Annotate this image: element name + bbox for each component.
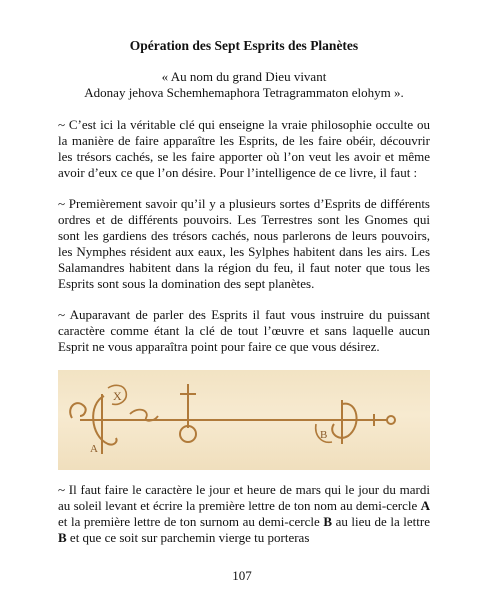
character-drawing [58, 370, 430, 470]
page-content [58, 38, 430, 546]
paragraph-2: ~ Premièrement savoir qu’il y a plusieurs sortes d’Esprits de différents ordres et de différents pouvoirs. Les Terrestres sont les Gnomes qui sont les gardiens des trésors cachés, nous parlerons de leurs pouvoirs, les Nymphes résident aux eaux, les Sylphes habitent dans les airs. Les Salamandres habitent dans la région du feu, il faut noter que tous les Esprits sont sous la domination des sept planètes. [58, 196, 430, 291]
paragraph-4-part-3: au lieu de la lettre [332, 514, 431, 529]
page-number: 107 [232, 568, 252, 583]
label-b: B [320, 429, 328, 441]
paragraph-4-part-2: et la première lettre de ton surnom au demi-cercle [58, 514, 324, 529]
letter-b-bold-2: B [58, 530, 67, 545]
label-a: A [90, 443, 98, 455]
page-title: Opération des Sept Esprits des Planètes [129, 38, 359, 53]
paragraph-4-part-4: et que ce soit sur parchemin vierge tu porteras [66, 530, 310, 545]
invocation-line-2: Adonay jehova Schemhemaphora Tetragrammaton elohym ». [84, 85, 404, 100]
invocation-line-1: « Au nom du grand Dieu vivant [161, 69, 327, 84]
left-hook-stroke [70, 403, 85, 418]
invocation [58, 69, 430, 101]
letter-a-bold: A [420, 498, 430, 513]
right-end-circle [387, 416, 395, 424]
character-figure [58, 370, 430, 470]
letter-b-bold: B [323, 514, 333, 529]
paragraph-4 [58, 482, 430, 546]
paragraph-3: ~ Auparavant de parler des Esprits il faut vous instruire du puissant caractère comme étant la clé de tout l’œuvre et sans laquelle aucun Esprit ne vous apparaîtra point pour faire ce que vous désirez. [58, 307, 430, 354]
middle-circle [180, 426, 196, 442]
paragraph-4-part-1: ~ Il faut faire le caractère le jour et heure de mars qui le jour du mardi au soleil levant et écrire la première lettre de ton nom au demi-cercle [58, 482, 430, 513]
label-x: X [113, 389, 122, 403]
paragraph-1: ~ C’est ici la véritable clé qui enseigne la vraie philosophie occulte ou la manière de faire apparaître les Esprits, de les faire obéir, découvrir les trésors cachés, se les faire apporter où l’on veut les avoir et même avoir d’eux ce que l’on désire. Pour l’intelligence de ce livre, il faut : [58, 117, 430, 180]
